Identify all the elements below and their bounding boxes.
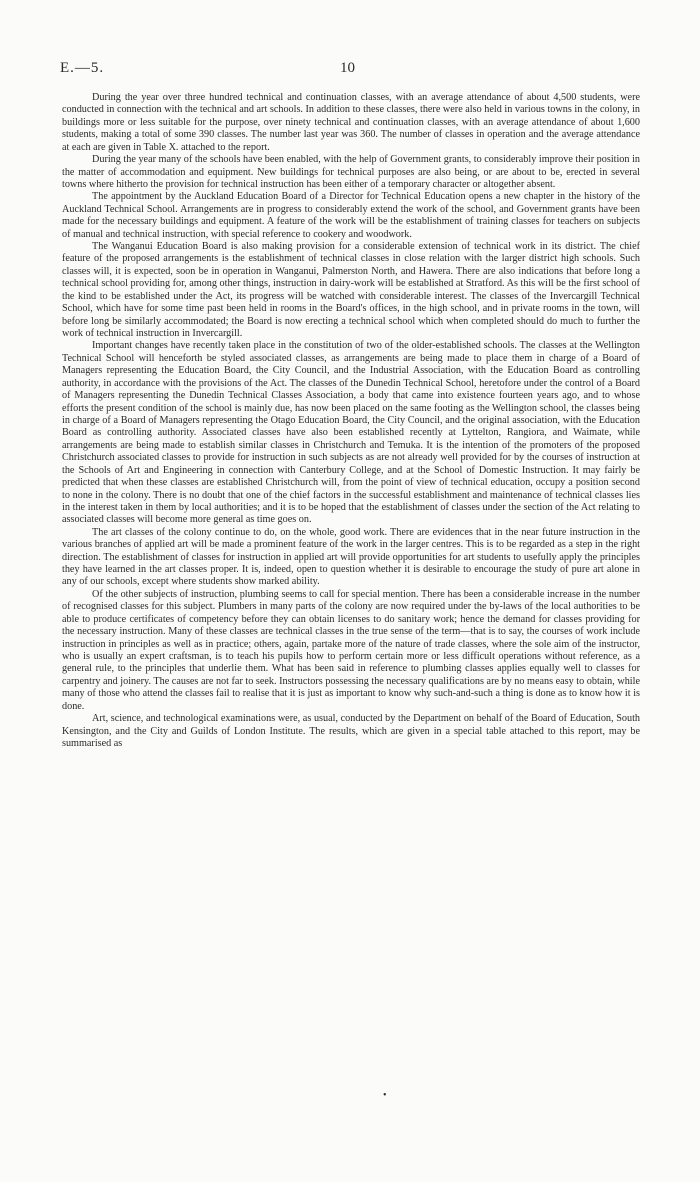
running-header: [60, 60, 640, 82]
paragraph: Important changes have recently taken place in the constitution of two of the older-established schools. The classes at the Wellington Technical School will henceforth be styled associated classes, as arrangements are being made to place them in charge of a Board of Managers representing the Education Board, the City Council, and the Industrial Association, with the Education Board as controlling authority, in accordance with the provisions of the Act. The classes of the Dunedin Technical School, heretofore under the control of a Board of Managers representing the Dunedin Technical Classes Association, a body that came into existence fourteen years ago, and to whose efforts the present condition of the school is mainly due, has now been placed on the same footing as the Wellington school, the classes being in charge of a Board of Managers representing the Otago Education Board, the City Council, and the original association, with the Education Board as controlling authority. Associated classes have also been established recently at Lyttelton, Rangiora, and Waimate, while arrangements are being made to establish similar classes in Christchurch and Temuka. It is the intention of the promoters of the proposed Christchurch associated classes to provide for instruction in such subjects as are not already well provided for by the courses of instruction at the Schools of Art and Engineering in connection with Canterbury College, and at the School of Domestic Instruction. It may fairly be predicted that when these classes are established Christchurch will, from the point of view of technical education, occupy a position second to none in the colony. There is no doubt that one of the chief factors in the successful establishment and maintenance of technical classes lies in the interest taken in them by local authorities; and it is to be hoped that the establishment of classes under the section of the Act relating to associated classes will become more general as time goes on.: [62, 340, 640, 526]
footer-mark: •: [383, 1090, 387, 1101]
paragraph: During the year over three hundred technical and continuation classes, with an average attendance of about 4,500 students, were conducted in connection with the technical and art schools. In addition to these classes, there were also held in various towns in the colony, in buildings more or less suitable for the purpose, over ninety technical and continuation classes, with an average attendance of about 1,600 students, making a total of some 390 classes. The number last year was 360. The number of classes in operation and the average attendance at each are given in Table X. attached to the report.: [62, 92, 640, 153]
paragraph: During the year many of the schools have been enabled, with the help of Government grants, to considerably improve their position in the matter of accommodation and equipment. New buildings for technical purposes are also being, or are about to be, erected in several towns where hitherto the provision for technical instruction has been either of a temporary character or altogether absent.: [62, 154, 640, 190]
body-text: [62, 92, 640, 750]
paragraph: The art classes of the colony continue to do, on the whole, good work. There are evidences that in the near future instruction in the various branches of applied art will be made a prominent feature of the work in the larger centres. This is to be regarded as a step in the right direction. The establishment of classes for instruction in applied art will provide opportunities for art students to usefully apply the principles they have learned in the art classes proper. It is, indeed, open to question whether it is desirable to encourage the study of pure art alone in any of our schools, except where students show marked ability.: [62, 526, 640, 588]
paragraph: Of the other subjects of instruction, plumbing seems to call for special mention. There has been a considerable increase in the number of recognised classes for this subject. Plumbers in many parts of the colony are now required under the by-laws of the local authorities to be able to produce certificates of competency before they can obtain licenses to do sanitary work; hence the demand for classes providing for the necessary instruction. Many of these classes are technical classes in the true sense of the term—that is to say, the courses of work include instruction in principles as well as in practice; others, again, partake more of the nature of trade classes, where the sole aim of the instructor, who is usually an expert craftsman, is to teach his pupils how to perform certain more or less difficult operations without reference, as a general rule, to the principles that underlie them. What has been said in reference to plumbing classes applies equally well to classes for carpentry and joinery. The causes are not far to seek. Instructors possessing the necessary qualifications are by no means easy to obtain, while many of those who attend the classes fail to realise that it is just as important to know why such-and-such a thing is done as to know how it is done.: [62, 588, 640, 712]
page-number: 10: [340, 60, 355, 76]
paragraph: The appointment by the Auckland Education Board of a Director for Technical Education opens a new chapter in the history of the Auckland Technical School. Arrangements are in progress to considerably extend the work of the school, and Government grants have been made for the necessary buildings and equipment. A feature of the work will be the establishment of training classes for teachers on subjects of manual and technical instruction, with special reference to cookery and woodwork.: [62, 191, 640, 240]
paragraph: Art, science, and technological examinations were, as usual, conducted by the Department on behalf of the Board of Education, South Kensington, and the City and Guilds of London Institute. The results, which are given in a special table attached to this report, may be summarised as: [62, 713, 640, 749]
paragraph: The Wanganui Education Board is also making provision for a considerable extension of technical work in its district. The chief feature of the proposed arrangements is the establishment of technical classes in close relation with the larger district high schools. Such classes will, it is expected, soon be in operation in Wanganui, Palmerston North, and Hawera. There are also indications that before long a technical school providing for, among other things, instruction in dairy-work will be established at Stratford. As this will be the first school of the kind to be established under the Act, its progress will be watched with considerable interest. The classes of the Invercargill Technical School, which have for some time past been held in rooms in the Board's offices, in the high school, and in private rooms in the town, will before long be similarly accommodated; the Board is now erecting a technical school which when completed should do much to further the work of technical instruction in Invercargill.: [62, 241, 640, 340]
report-reference: E.—5.: [60, 60, 105, 76]
